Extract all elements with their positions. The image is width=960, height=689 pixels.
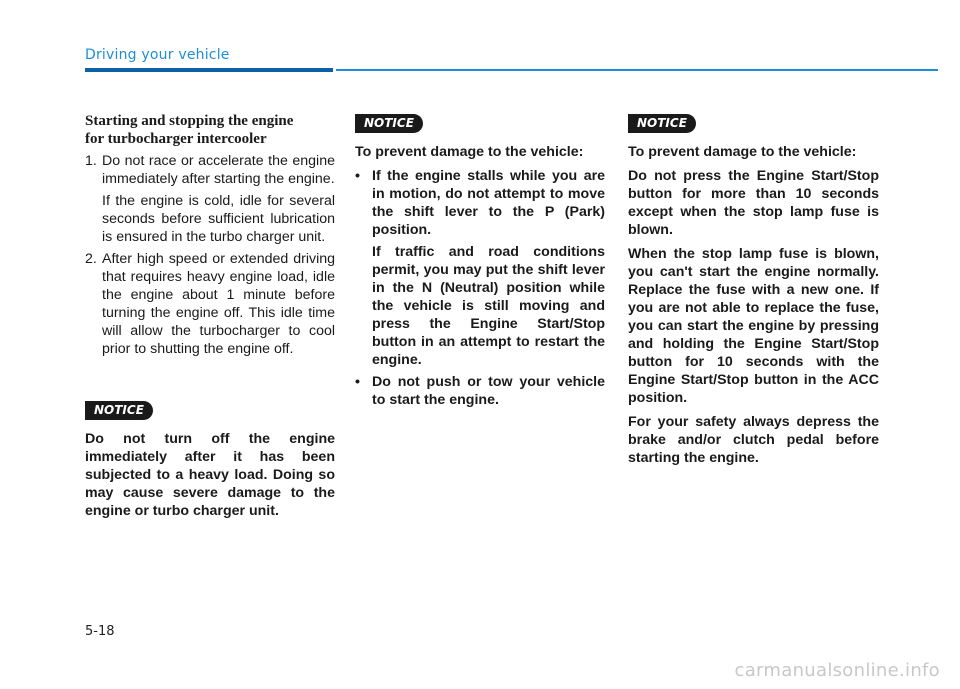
header-rule-light [336, 69, 938, 71]
list-item [85, 250, 335, 358]
notice-intro: To prevent damage to the vehicle: [355, 144, 584, 160]
section-header-title: Driving your vehicle [85, 47, 230, 63]
page-number: 5-18 [85, 624, 115, 639]
list-item-subtext: If the engine is cold, idle for several seconds before sufficient lubrication is ensured in the turbo charger unit. [102, 193, 335, 245]
notice-intro: To prevent damage to the vehicle: [628, 144, 857, 160]
watermark: carmanualsonline.info [734, 660, 940, 681]
bullet-item [355, 167, 605, 369]
list-marker: 1. [85, 153, 97, 169]
bullet-marker: • [355, 168, 360, 184]
notice-badge: NOTICE [628, 114, 696, 133]
column-left [85, 112, 335, 362]
column-right [628, 143, 879, 473]
list-item-text: Do not race or accelerate the engine immediately after starting the engine. [102, 153, 335, 187]
notice-badge: NOTICE [355, 114, 423, 133]
bullet-text: Do not push or tow your vehicle to start the engine. [372, 374, 605, 408]
bullet-list [355, 167, 605, 409]
subheading-line-1: Starting and stopping the engine [85, 113, 294, 129]
bullet-subtext: If traffic and road conditions permit, you may put the shift lever in the N (Neutral) position while the vehicle is still moving and press the Engine Start/Stop button in an attempt to restart the engine. [372, 244, 605, 368]
notice-paragraph: For your safety always depress the brake and/or clutch pedal before starting the engine. [628, 414, 879, 466]
notice-badge: NOTICE [85, 401, 153, 420]
subheading-line-2: for turbocharger intercooler [85, 131, 267, 147]
column-middle [355, 143, 605, 413]
list-item [85, 152, 335, 246]
bullet-text: If the engine stalls while you are in motion, do not attempt to move the shift lever to the P (Park) position. [372, 168, 605, 238]
section-subheading [85, 112, 335, 148]
notice-paragraph: Do not press the Engine Start/Stop button for more than 10 seconds except when the stop lamp fuse is blown. [628, 168, 879, 238]
header-rule-dark [85, 68, 333, 72]
notice-paragraph: When the stop lamp fuse is blown, you can't start the engine normally. Replace the fuse with a new one. If you are not able to replace the fuse, you can start the engine by pressing and holding the Engine Start/Stop button for 10 seconds with the Engine Start/Stop button in the ACC position. [628, 246, 879, 406]
list-item-text: After high speed or extended driving that requires heavy engine load, idle the engine about 1 minute before turning the engine off. This idle time will allow the turbocharger to cool prior to shutting the engine off. [102, 251, 335, 357]
notice-text: Do not turn off the engine immediately after it has been subjected to a heavy load. Doing so may cause severe damage to the engine or turbo charger unit. [85, 431, 335, 519]
bullet-marker: • [355, 374, 360, 390]
instruction-list [85, 152, 335, 358]
bullet-item [355, 373, 605, 409]
list-marker: 2. [85, 251, 97, 267]
